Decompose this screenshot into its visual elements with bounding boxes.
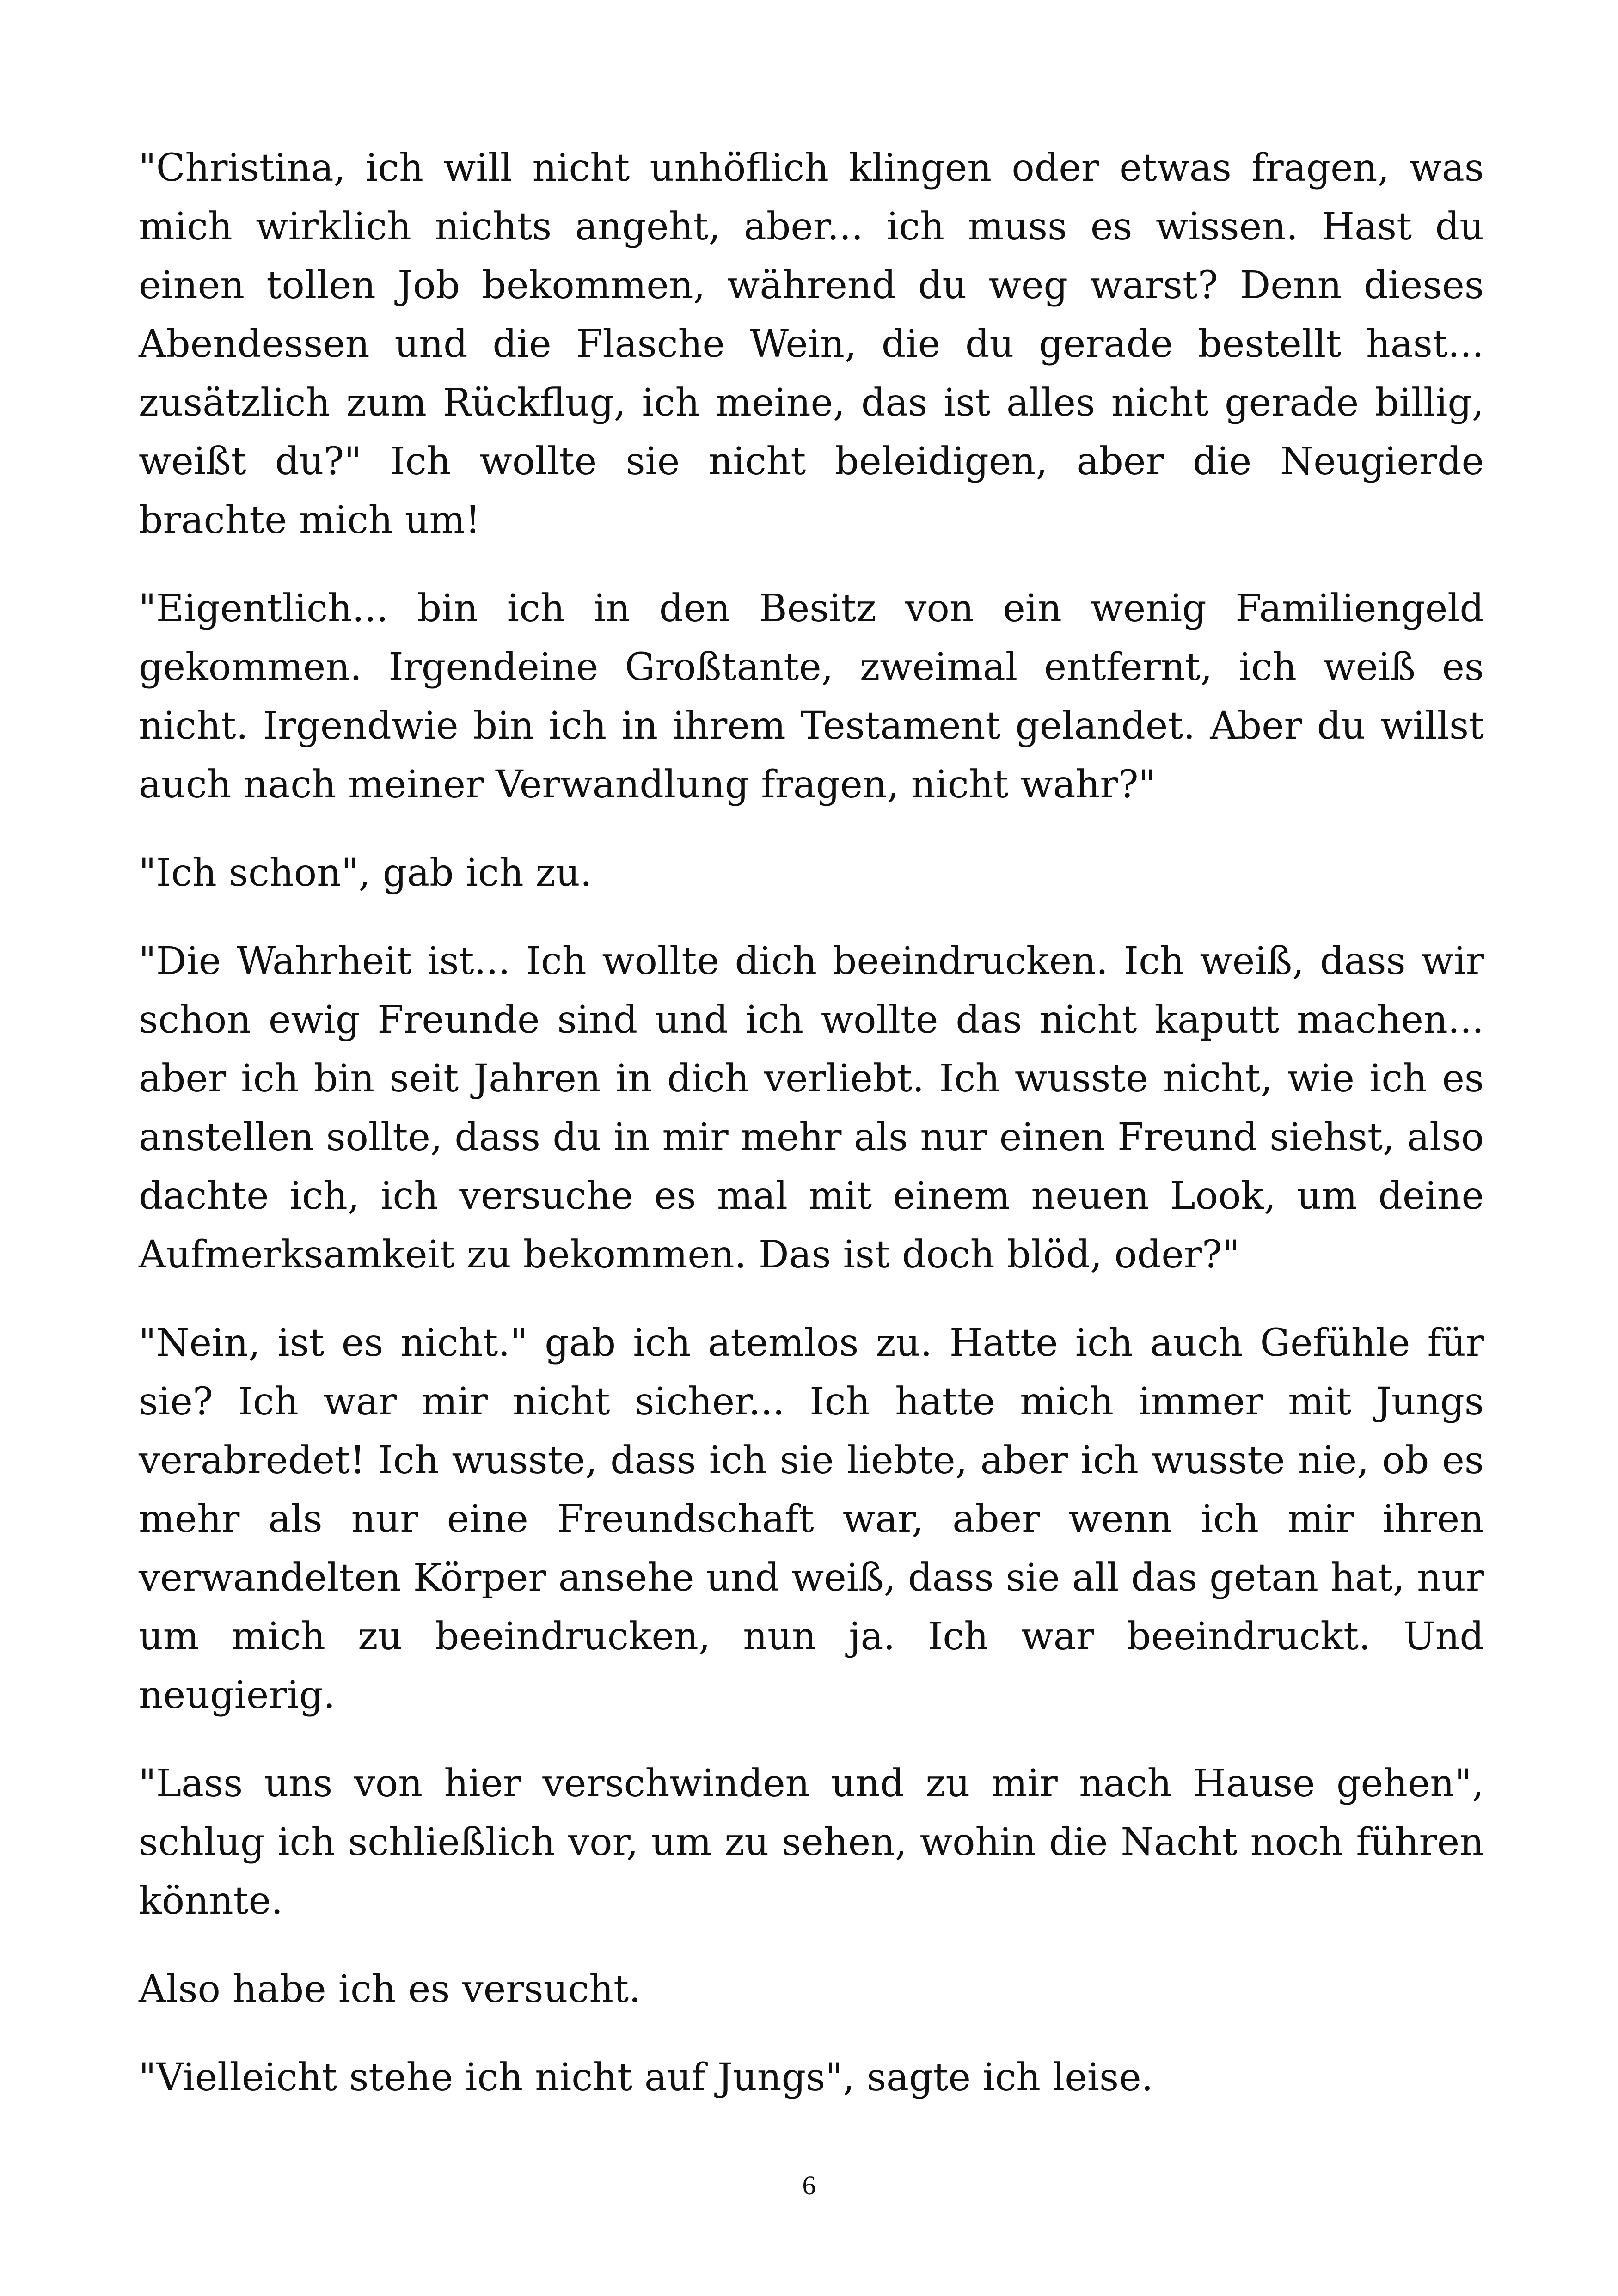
page-number: 6 (802, 2170, 816, 2200)
paragraph: "Christina, ich will nicht unhöflich klingen oder etwas fragen, was mich wirklich nichts angeht, aber... ich muss es wissen. Hast du einen tollen Job bekommen, während du weg warst? Denn dieses Abendessen und die Flasche Wein, die du gerade bestellt hast... zusätzlich zum Rückflug, ich meine, das ist alles nicht gerade billig, weißt du?" Ich wollte sie nicht beleidigen, aber die Neugierde brachte mich um! (139, 146, 1484, 542)
body-text (139, 139, 1484, 2137)
paragraph: Also habe ich es versucht. (139, 1967, 641, 2011)
paragraph: "Nein, ist es nicht." gab ich atemlos zu. Hatte ich auch Gefühle für sie? Ich war mir nicht sicher... Ich hatte mich immer mit Jungs verabredet! Ich wusste, dass ich sie liebte, aber ich wusste nie, ob es mehr als nur eine Freundschaft war, aber wenn ich mir ihren verwandelten Körper ansehe und weiß, dass sie all das getan hat, nur um mich zu beeindrucken, nun ja. Ich war beeindruckt. Und neugierig. (139, 1321, 1484, 1717)
paragraph: "Eigentlich... bin ich in den Besitz von ein wenig Familiengeld gekommen. Irgendeine Großtante, zweimal entfernt, ich weiß es nicht. Irgendwie bin ich in ihrem Testament gelandet. Aber du willst auch nach meiner Verwandlung fragen, nicht wahr?" (139, 587, 1484, 807)
paragraph: "Lass uns von hier verschwinden und zu mir nach Hause gehen", schlug ich schließlich vor, um zu sehen, wohin die Nacht noch führen könnte. (139, 1762, 1484, 1923)
paragraph: "Vielleicht stehe ich nicht auf Jungs", sagte ich leise. (139, 2056, 1153, 2100)
paragraph: "Die Wahrheit ist... Ich wollte dich beeindrucken. Ich weiß, dass wir schon ewig Freunde sind und ich wollte das nicht kaputt machen... aber ich bin seit Jahren in dich verliebt. Ich wusste nicht, wie ich es anstellen sollte, dass du in mir mehr als nur einen Freund siehst, also dachte ich, ich versuche es mal mit einem neuen Look, um deine Aufmerksamkeit zu bekommen. Das ist doch blöd, oder?" (139, 939, 1484, 1277)
paragraph: "Ich schon", gab ich zu. (139, 851, 592, 895)
